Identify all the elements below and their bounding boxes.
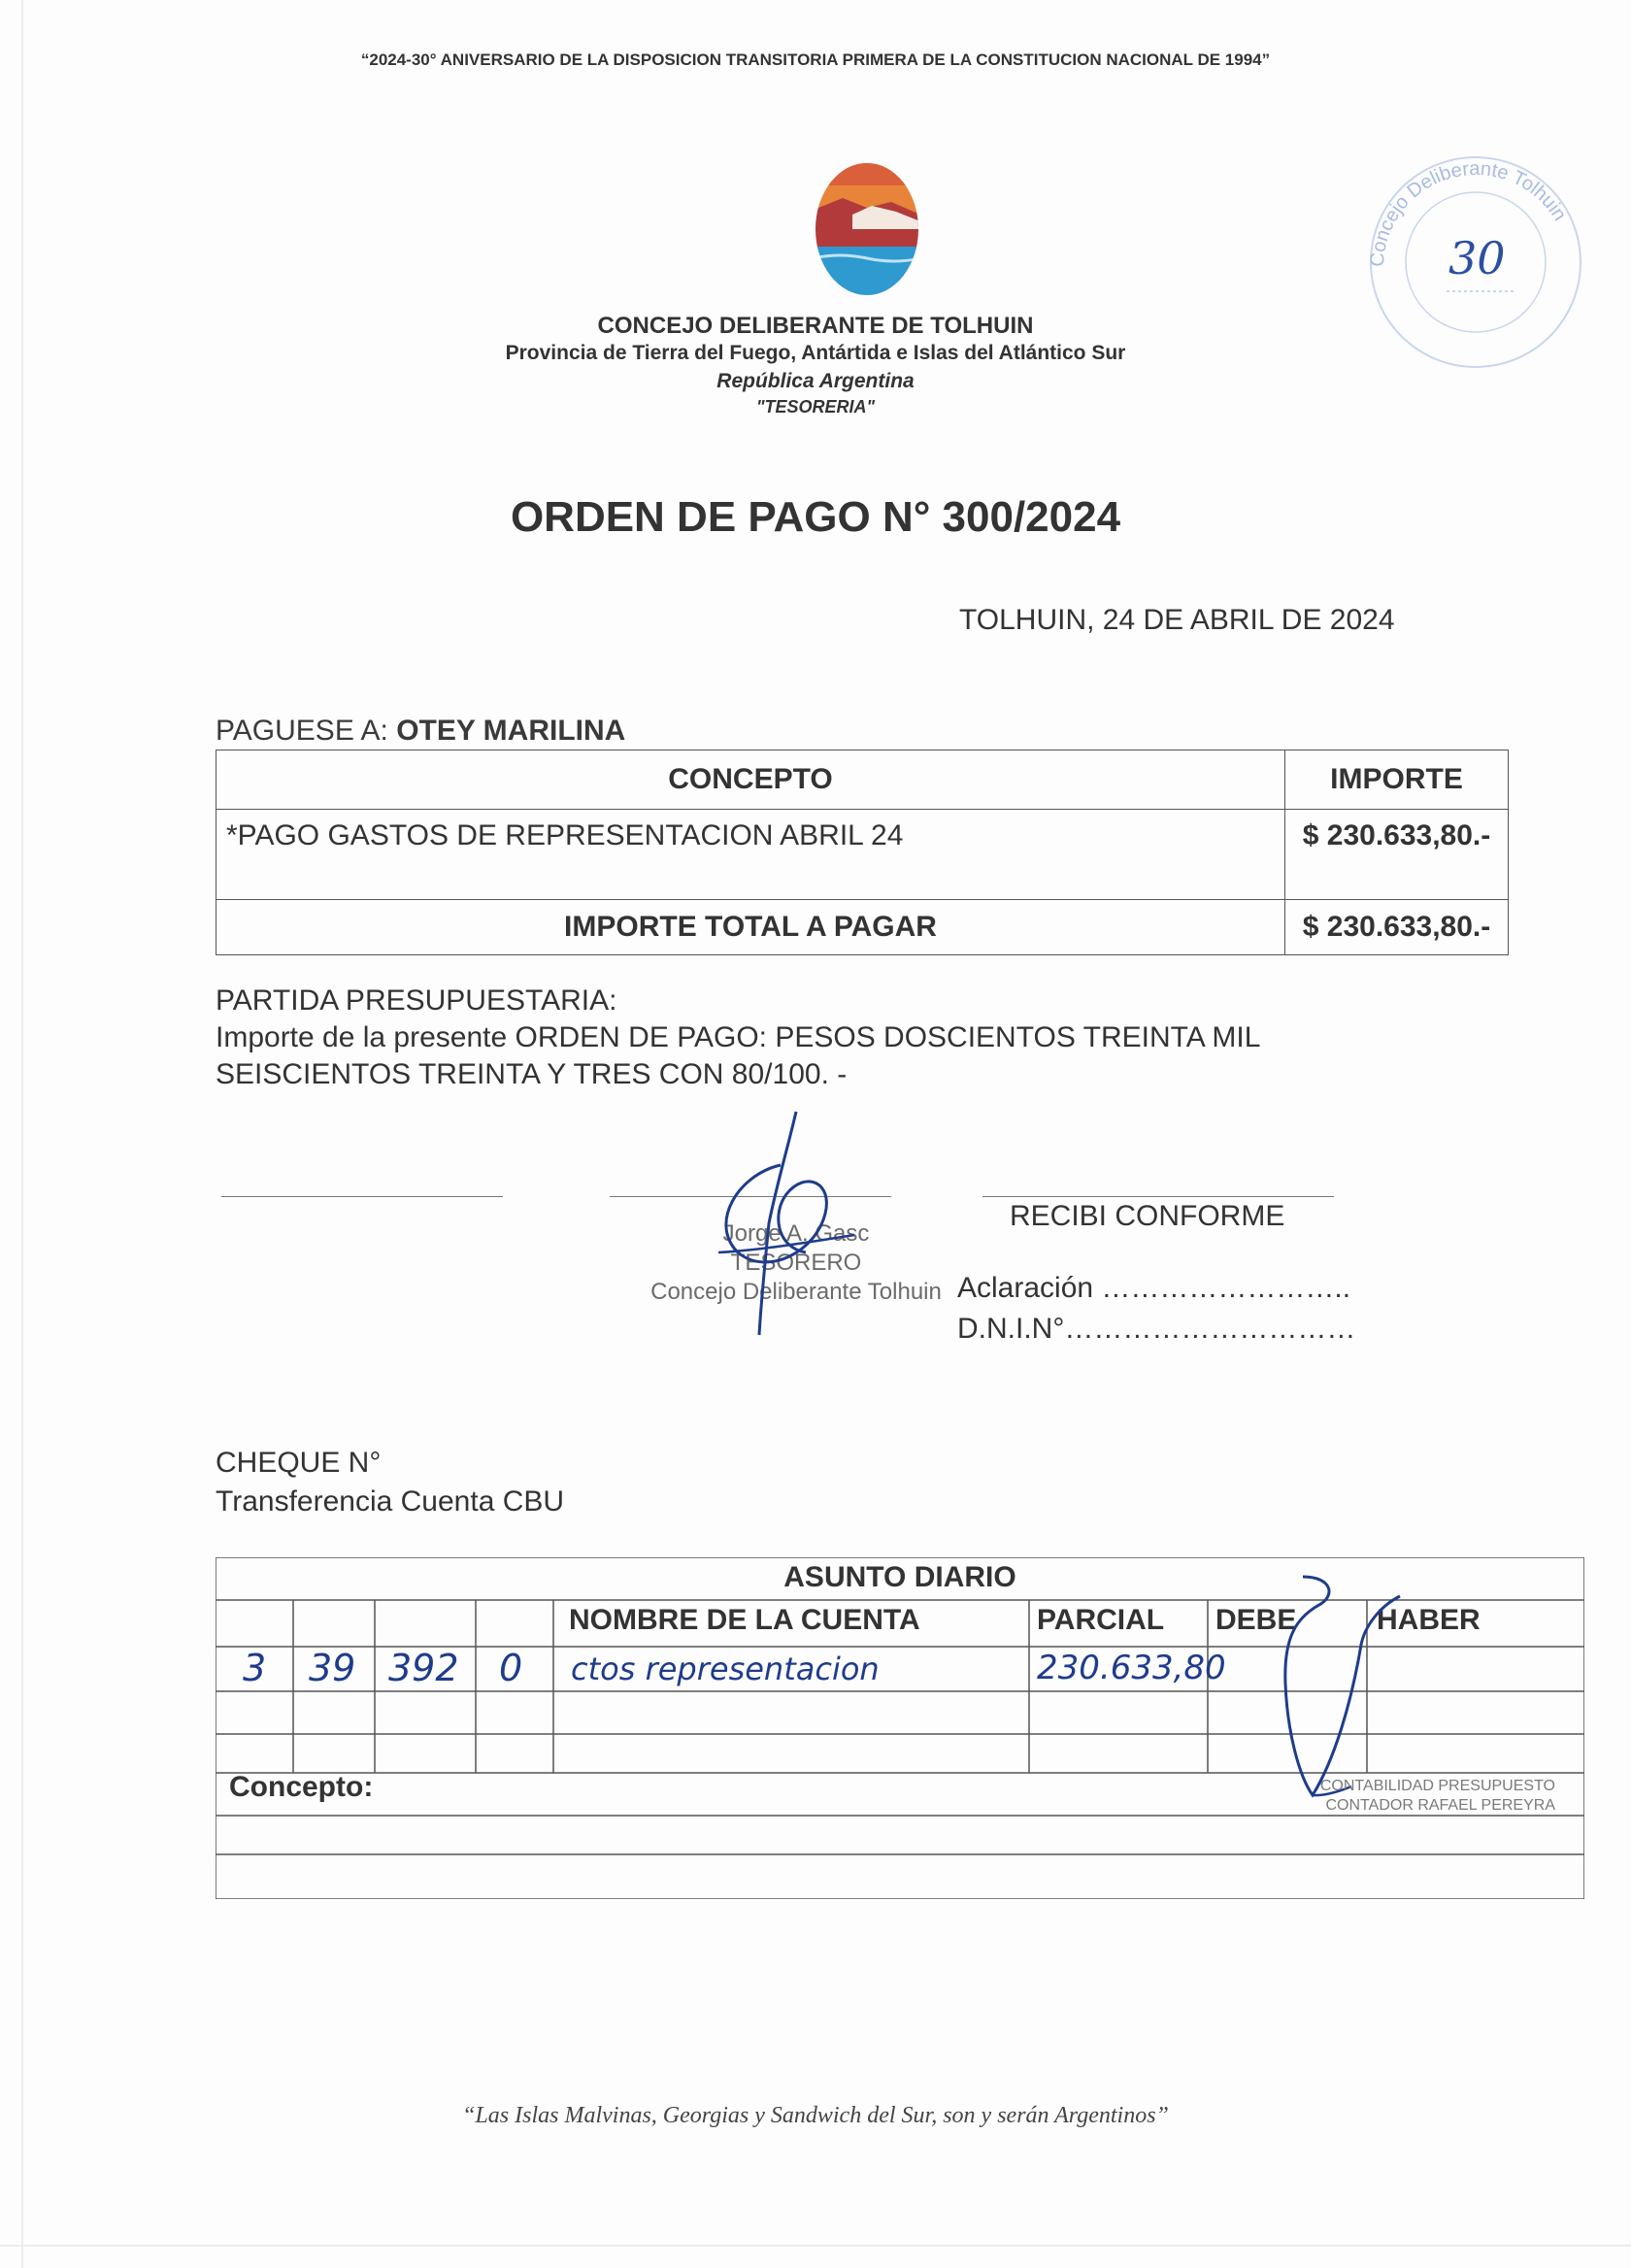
received-label: RECIBI CONFORME — [1010, 1200, 1285, 1232]
partial-header: PARCIAL — [1037, 1604, 1165, 1636]
payee-name: OTEY MARILINA — [396, 715, 626, 747]
cheque-number-label: CHEQUE N° — [216, 1447, 382, 1479]
anniversary-banner: “2024-30° ANIVERSARIO DE LA DISPOSICION TRANSITORIA PRIMERA DE LA CONSTITUCION NACIONAL DE 1994” — [360, 50, 1271, 69]
handwritten-partial-amount: 230.633,80 — [1037, 1649, 1226, 1687]
organization-name: CONCEJO DELIBERANTE DE TOLHUIN — [597, 313, 1034, 339]
journal-entry-table — [216, 1557, 1584, 1899]
debit-header: DEBE — [1215, 1604, 1297, 1636]
organization-country: República Argentina — [716, 370, 915, 392]
total-amount: $ 230.633,80.- — [1285, 900, 1509, 955]
amount-in-words — [216, 1019, 1478, 1093]
credit-header: HABER — [1377, 1604, 1481, 1636]
scan-edge-left — [21, 0, 23, 2268]
concept-header: CONCEPTO — [216, 750, 1285, 810]
handwritten-code-4: 0 — [499, 1647, 523, 1689]
amount-words-line-1: Importe de la presente ORDEN DE PAGO: PESOS DOSCIENTOS TREINTA MIL — [216, 1021, 1261, 1053]
organization-province: Provincia de Tierra del Fuego, Antártida e Islas del Atlántico Sur — [505, 342, 1126, 364]
total-label: IMPORTE TOTAL A PAGAR — [216, 900, 1285, 955]
table-row — [216, 810, 1509, 900]
treasurer-signature — [680, 1107, 893, 1340]
amount-cell: $ 230.633,80.- — [1285, 810, 1509, 900]
payment-order-title: ORDEN DE PAGO N° 300/2024 — [510, 493, 1121, 541]
dni-field: D.N.I.N°………………………… — [957, 1313, 1356, 1345]
total-row — [216, 900, 1509, 955]
signature-line-left — [221, 1196, 503, 1197]
accountant-signature — [1245, 1567, 1478, 1810]
accounting-stamp-line-1: CONTABILIDAD PRESUPUESTO — [1319, 1778, 1555, 1794]
account-name-header: NOMBRE DE LA CUENTA — [569, 1604, 920, 1636]
accounting-stamp — [1264, 1777, 1555, 1816]
handwritten-code-2: 39 — [309, 1647, 356, 1689]
signature-line-right — [982, 1196, 1334, 1197]
concept-cell: *PAGO GASTOS DE REPRESENTACION ABRIL 24 — [216, 810, 1285, 900]
amount-words-line-2: SEISCIENTOS TREINTA Y TRES CON 80/100. - — [216, 1058, 848, 1090]
document-date: TOLHUIN, 24 DE ABRIL DE 2024 — [959, 604, 1395, 636]
received-stamp — [1340, 136, 1612, 369]
stamp-handwritten-number: 30 — [1448, 232, 1506, 284]
handwritten-code-3: 392 — [388, 1647, 459, 1689]
treasurer-title: TESORERO — [730, 1250, 862, 1276]
journal-title: ASUNTO DIARIO — [783, 1561, 1016, 1593]
treasurer-org: Concejo Deliberante Tolhuin — [650, 1279, 942, 1305]
treasurer-name: Jorge A. Gasc — [722, 1220, 870, 1247]
council-logo — [814, 161, 920, 297]
stamp-arc-text: Concejo Deliberante Tolhuin — [1366, 157, 1571, 268]
handwritten-code-1: 3 — [243, 1647, 267, 1689]
concept-label: Concepto: — [229, 1771, 374, 1803]
transfer-label: Transferencia Cuenta CBU — [216, 1485, 565, 1518]
concept-table — [216, 750, 1509, 955]
budget-item-label: PARTIDA PRESUPUESTARIA: — [216, 984, 617, 1017]
footer-motto: “Las Islas Malvinas, Georgias y Sandwich del Sur, son y serán Argentinos” — [462, 2103, 1169, 2128]
accounting-stamp-line-2: CONTADOR RAFAEL PEREYRA — [1325, 1797, 1555, 1814]
payee-label: PAGUESE A: — [216, 715, 388, 747]
scan-edge-bottom — [0, 2245, 1631, 2247]
amount-header: IMPORTE — [1285, 750, 1509, 810]
organization-department: "TESORERIA" — [755, 397, 876, 417]
handwritten-account-name: ctos representacion — [571, 1651, 880, 1687]
clarification-field: Aclaración …………………….. — [957, 1272, 1351, 1304]
payee-line — [216, 715, 625, 748]
